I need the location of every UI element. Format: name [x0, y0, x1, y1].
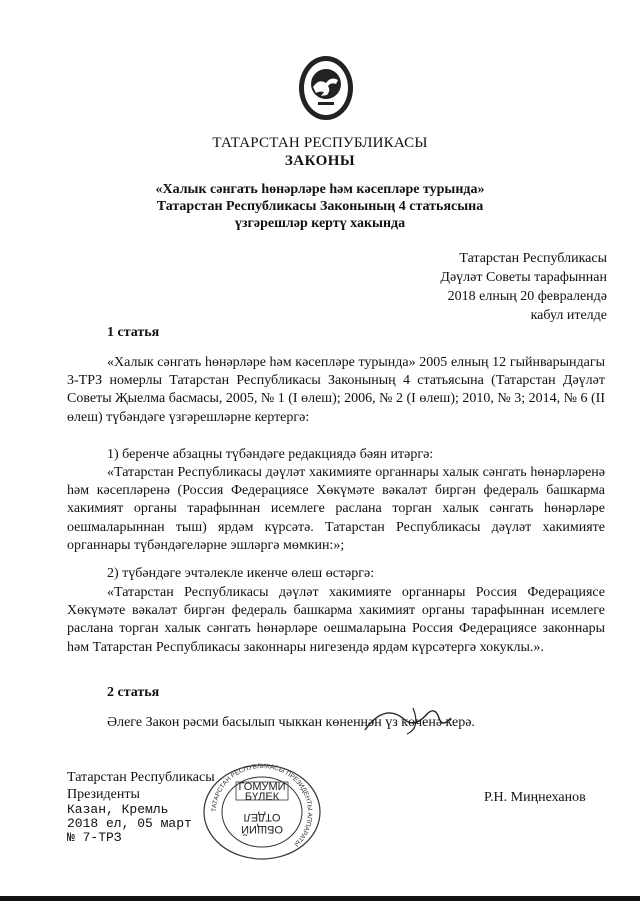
article-1-intro: «Халык сәнгать һөнәрләре һәм кәсепләре турында» 2005 елның 12 гыйнварындагы 3-ТРЗ номерлы Татарстан Республикасы Законының 4 статьясына (Татарстан Дәүләт Советы Җыелма басмасы, 2005, № 1 (I өлеш); 2006, № 2 (I өлеш); 2010, № 3; 2014, № 6 (II өлеш) түбәндәге үзгәрешләрне кертергә: — [67, 355, 605, 425]
scan-bottom-edge — [0, 896, 640, 901]
stamp-line-2: БҮЛЕК — [244, 791, 280, 803]
adoption-line: кабул ителде — [530, 308, 607, 323]
article-1-item-2-text: «Татарстан Республикасы дәүләт хакимияте органнары Россия Федерациясе Хөкүмәте вәкаләт биргән федераль башкарма хакимият органы тарафыннан исемлеге раслана торган халык сәнгать һөнәрләре оешмаларына Россия Федерациясе законнары һәм Татарстан Республикасы законнары нигезендә ярдәм күрсәтергә хокуклы.». — [67, 585, 605, 655]
signing-date: 2018 ел, 05 март — [67, 816, 192, 831]
article-2-heading: 2 статья — [107, 685, 160, 700]
stamp-line-1: ГОМУМИ — [238, 781, 286, 793]
republic-heading: ТАТАРСТАН РЕСПУБЛИКАСЫ — [212, 135, 428, 151]
adoption-note — [347, 249, 607, 325]
law-heading: ЗАКОНЫ — [284, 153, 356, 169]
law-number: № 7-ТРЗ — [67, 830, 122, 845]
law-title-line-2: Татарстан Республикасы Законының 4 статьясына — [156, 199, 484, 214]
stamp-ring-text: ТАТАРСТАН РЕСПУБЛИКАСЫ ПРЕЗИДЕНТЫ АППАРАТЫ — [210, 762, 314, 848]
law-title-line-1: «Халык сәнгать һөнәрләре һәм кәсепләре турында» — [155, 182, 485, 197]
article-1-item-1-label: 1) беренче абзацны түбәндәге редакциядә бәян итәргә: — [107, 447, 434, 462]
adoption-line: Дәүләт Советы тарафыннан — [440, 270, 607, 285]
official-stamp — [196, 762, 328, 862]
signer-name: Р.Н. Миңнеханов — [484, 790, 586, 805]
stamp-line-4: ОТДЕЛ — [243, 811, 281, 823]
law-title-line-3: үзгәрешләр кертү хакында — [234, 216, 406, 231]
article-1-item-1-text: «Татарстан Республикасы дәүләт хакимияте органнары халык сәнгать һөнәрләренә һәм кәсепләренә (Россия Федерациясе Хөкүмәте вәкаләт биргән федераль башкарма хакимият органы тарафыннан исемлеге раслана торган халык сәнгать һөнәрләре оешмаларыннан тыш) ярдәм күрсәтә. Татарстан Республикасы дәүләт хакимияте органнары түбәндәгеләрне эшләргә мөмкин:»; — [67, 465, 605, 553]
stamp-line-3: ОБЩИЙ — [241, 823, 283, 835]
article-2-text: Әлеге Закон рәсми басылып чыккан көненнән үз көченә керә. — [107, 715, 475, 730]
adoption-line: Татарстан Республикасы — [459, 251, 607, 266]
handwritten-signature — [361, 700, 471, 740]
signature-block — [67, 769, 215, 845]
adoption-line: 2018 елның 20 февралендә — [447, 289, 607, 304]
article-1-item-2-label: 2) түбәндәге эчтәлекле икенче өлеш өстәргә: — [107, 566, 375, 581]
coat-of-arms-emblem — [296, 54, 356, 122]
signing-place: Казан, Кремль — [67, 802, 169, 817]
signer-position-line-1: Татарстан Республикасы — [67, 770, 215, 785]
article-1-heading: 1 статья — [107, 325, 160, 340]
signer-position-line-2: Президенты — [67, 787, 140, 802]
